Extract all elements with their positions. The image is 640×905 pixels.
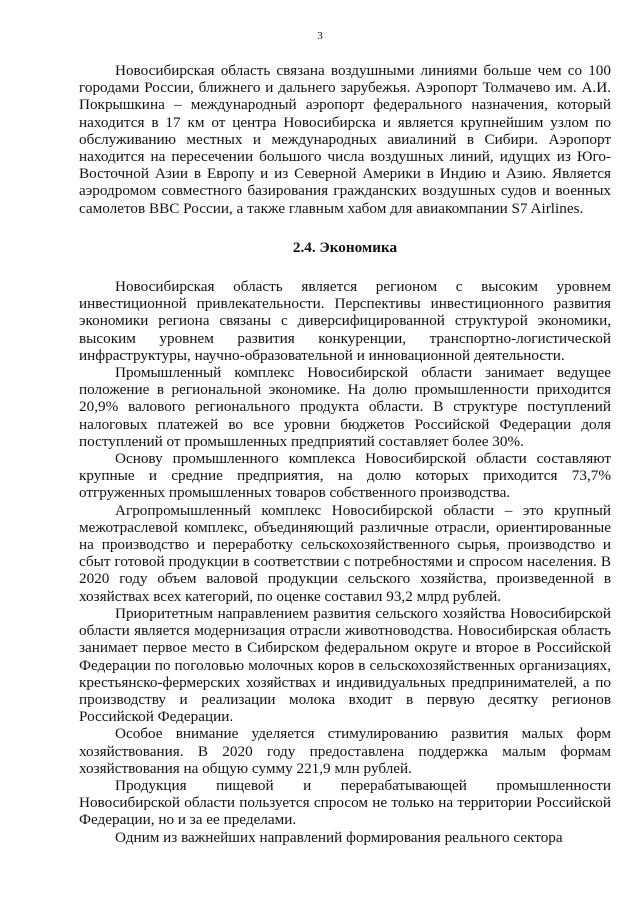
intro-paragraph: Новосибирская область связана воздушными линиями больше чем со 100 городами России, ближнего и дальнего зарубежья. Аэропорт Толмачево им. А.И. Покрышкина – международный аэропорт федерального назначения, который находится в 17 км от центра Новосибирска и является крупнейшим узлом по обслуживанию местных и международных авиалиний в Сибири. Аэропорт находится на пересечении большого числа воздушных линий, идущих из Юго-Восточной Азии в Европу и из Северной Америки в Индию и Азию. Является аэродромом совместного базирования гражданских воздушных судов и военных самолетов ВВС России, а также главным хабом для авиакомпании S7 Airlines.	[79, 62, 611, 217]
paragraph-food-industry: Продукция пищевой и перерабатывающей промышленности Новосибирской области пользуется спросом не только на территории Российской Федерации, но и за ее пределами.	[79, 776, 611, 829]
paragraph-investment: Новосибирская область является регионом с высоким уровнем инвестиционной привлекательности. Перспективы инвестиционного развития экономики региона связаны с диверсифицированной структурой экономики, высоким уровнем развития конкуренции, транспортно-логистической инфраструктуры, научно-образовательной и инновационной деятельности.	[79, 278, 611, 364]
paragraph-agro-complex: Агропромышленный комплекс Новосибирской области – это крупный межотраслевой комплекс, объединяющий различные отрасли, ориентированные на производство и переработку сельскохозяйственного сырья, производство и сбыт готовой продукции в соответствии с потребностями и спросом населения. В 2020 году объем валовой продукции сельского хозяйства, произведенной в хозяйствах всех категорий, по оценке составил 93,2 млрд рублей.	[79, 501, 611, 605]
paragraph-small-farms: Особое внимание уделяется стимулированию развития малых форм хозяйствования. В 2020 году предоставлена поддержка малым формам хозяйствования на общую сумму 221,9 млн рублей.	[79, 725, 611, 777]
paragraph-livestock: Приоритетным направлением развития сельского хозяйства Новосибирской области является модернизация отрасли животноводства. Новосибирская область занимает первое место в Сибирском федеральном округе и второе в Российской Федерации по поголовью молочных коров в сельскохозяйственных организациях, крестьянско-фермерских хозяйствах и индивидуальных предпринимателей, а по производству и реализации молока входит в первую десятку регионов Российской Федерации.	[79, 604, 611, 726]
page-number: 3	[317, 30, 323, 42]
document-body	[79, 62, 611, 846]
section-heading: 2.4. Экономика	[292, 238, 398, 256]
paragraph-enterprises: Основу промышленного комплекса Новосибирской области составляют крупные и средние предприятия, на долю которых приходится 73,7% отгруженных промышленных товаров собственного производства.	[79, 450, 611, 502]
paragraph-real-sector: Одним из важнейших направлений формирования реального сектора	[115, 828, 563, 846]
paragraph-industry: Промышленный комплекс Новосибирской области занимает ведущее положение в региональной экономике. На долю промышленности приходится 20,9% валового регионального продукта области. В структуре поступлений налоговых платежей во все уровни бюджетов Российской Федерации доля поступлений от промышленных предприятий составляет более 30%.	[79, 364, 611, 450]
